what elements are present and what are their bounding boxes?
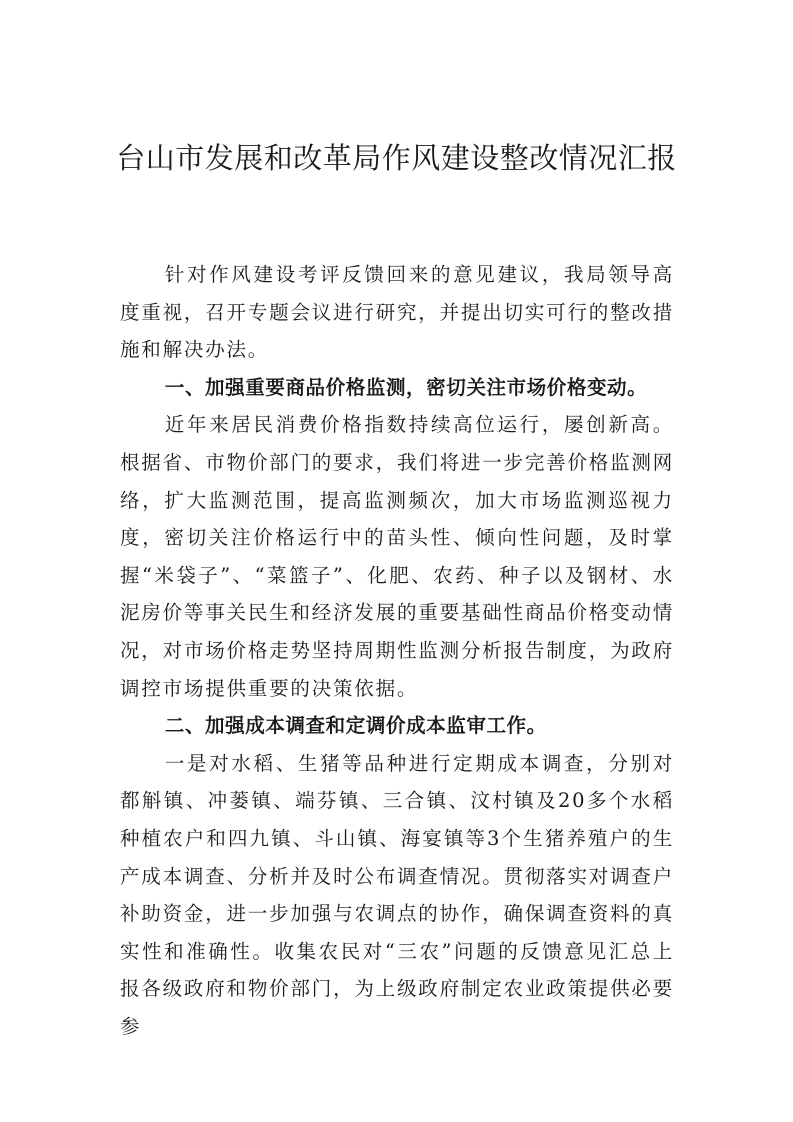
- section-1-paragraph: 近年来居民消费价格指数持续高位运行，屡创新高。根据省、市物价部门的要求，我们将进一步完善价格监测网络，扩大监测范围，提高监测频次，加大市场监测巡视力度，密切关注价格运行中的苗头性、倾向性问题，及时掌握“米袋子”、“菜篮子”、化肥、农药、种子以及钢材、水泥房价等事关民生和经济发展的重要基础性商品价格变动情况，对市场价格走势坚持周期性监测分析报告制度，为政府调控市场提供重要的决策依据。: [120, 413, 674, 700]
- document-title: 台山市发展和改革局作风建设整改情况汇报: [116, 141, 677, 175]
- intro-paragraph: 针对作风建设考评反馈回来的意见建议，我局领导高度重视，召开专题会议进行研究，并提出切实可行的整改措施和解决办法。: [120, 263, 674, 362]
- section-heading-1: 一、加强重要商品价格监测，密切关注市场价格变动。: [164, 375, 648, 399]
- section-2-paragraph: 一是对水稻、生猪等品种进行定期成本调查，分别对都斛镇、冲蒌镇、端芬镇、三合镇、汶村镇及20多个水稻种植农户和四九镇、斗山镇、海宴镇等3个生猪养殖户的生产成本调查、分析并及时公布调查情况。贯彻落实对调查户补助资金，进一步加强与农调点的协作，确保调查资料的真实性和准确性。收集农民对“三农”问题的反馈意见汇总上报各级政府和物价部门，为上级政府制定农业政策提供必要参: [120, 751, 674, 1038]
- document-body: [120, 256, 674, 1045]
- section-heading-2: 二、加强成本调查和定调价成本监审工作。: [164, 714, 547, 738]
